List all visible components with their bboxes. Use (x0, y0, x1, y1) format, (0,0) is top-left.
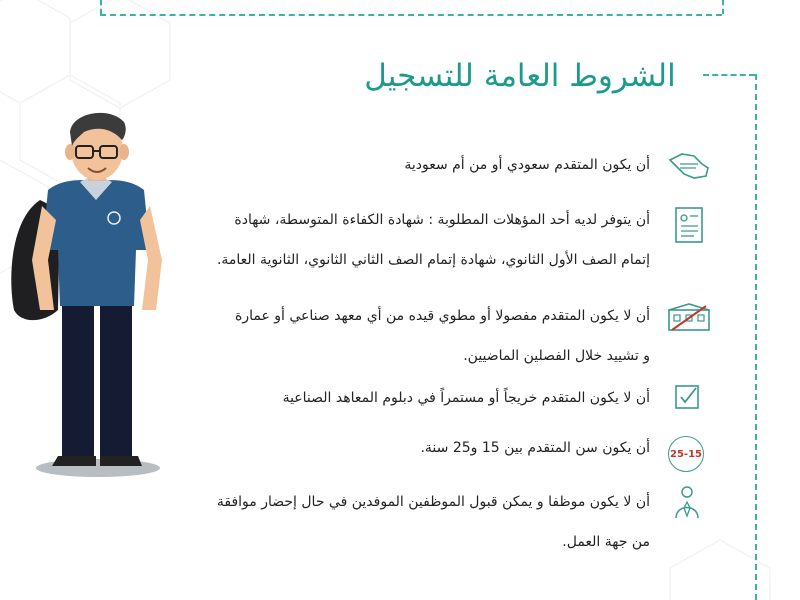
frame-right-dash (755, 74, 757, 600)
building-crossed-icon (666, 302, 712, 332)
condition-3-line-1: أن لا يكون المتقدم مفصولا أو مطوي قيده من أي معهد صناعي أو عمارة (234, 308, 650, 324)
age-badge-icon (668, 436, 704, 472)
page-title: الشروط العامة للتسجيل (364, 58, 676, 94)
condition-4-line-1: أن لا يكون المتقدم خريجاً أو مستمراً في دبلوم المعاهد الصناعية (282, 390, 650, 406)
certificate-icon (672, 206, 708, 246)
condition-5-line-1: أن يكون سن المتقدم بين 15 و25 سنة. (420, 440, 650, 456)
condition-6-line-2: من جهة العمل. (562, 534, 650, 550)
frame-top-left-dash (100, 0, 102, 14)
age-badge-text: 25-15 (670, 448, 702, 460)
condition-2-line-2: إتمام الصف الأول الثانوي، شهادة إتمام الصف الثاني الثانوي، الثانوية العامة. (216, 252, 650, 268)
checkbox-icon (674, 384, 700, 410)
condition-item-3 (150, 296, 650, 376)
condition-item-5 (150, 428, 650, 468)
frame-top-dash (100, 14, 722, 16)
condition-6-line-1: أن لا يكون موظفا و يمكن قبول الموظفين الموفدين في حال إحضار موافقة (216, 494, 650, 510)
condition-item-4 (150, 378, 650, 418)
condition-3-line-2: و تشييد خلال الفصلين الماضيين. (463, 348, 650, 364)
condition-item-6 (150, 482, 650, 562)
condition-item-1 (150, 145, 650, 185)
condition-1-line-1: أن يكون المتقدم سعودي أو من أم سعودية (404, 157, 650, 173)
condition-item-2 (150, 200, 650, 280)
frame-top-right-dash (722, 0, 724, 14)
employee-icon (672, 484, 702, 522)
saudi-map-icon (666, 150, 712, 182)
frame-title-dash (703, 74, 755, 76)
condition-2-line-1: أن يتوفر لديه أحد المؤهلات المطلوبة : شهادة الكفاءة المتوسطة، شهادة (234, 212, 650, 228)
